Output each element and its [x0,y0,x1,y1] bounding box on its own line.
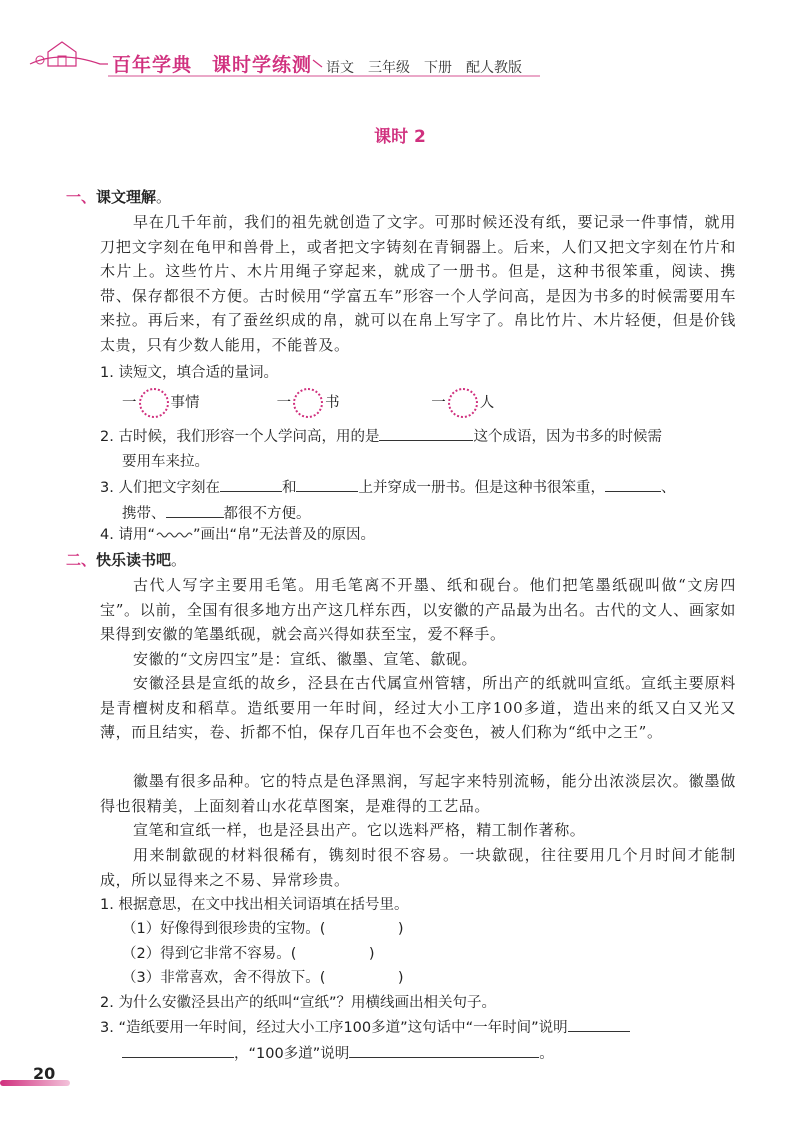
section-1-title: 课文理解 [96,188,157,206]
q3-text-c: 。 [539,1046,554,1062]
measure-item [122,388,272,418]
q3-text-f: 都很不方便。 [223,506,311,522]
section-2-title: 快乐读书吧 [96,551,172,569]
measure-prefix: 一 [431,395,446,411]
section-2-paragraph: 古代人写字主要用毛笔。用毛笔离不开墨、纸和砚台。他们把笔墨纸砚叫做“文房四宝”。以前，全国有很多地方出产这几样东西，以安徽的产品最为出名。古代的文人、画家如果得到安徽的笔墨纸砚，就会高兴得如获至宝，爱不释手。 [100,576,736,644]
measure-item [277,388,427,418]
answer-circle[interactable] [448,388,478,418]
section-1-dot: 。 [156,188,172,206]
s1-question-1-items [122,388,762,418]
q2-text-a: 2. 古时候，我们形容一个人学问高，用的是 [100,429,380,445]
s1-question-3 [100,475,740,527]
answer-circle[interactable] [293,388,323,418]
answer-blank[interactable] [122,1041,234,1058]
section-2-paragraph: 用来制歙砚的材料很稀有，镌刻时很不容易。一块歙砚，往往要用几个月时间才能制成，所以显得来之不易、异常珍贵。 [100,846,736,889]
section-1-heading [66,186,171,207]
q3-text-a: 3. 人们把文字刻在 [100,480,220,496]
measure-prefix: 一 [122,395,137,411]
section-1-number: 一、 [66,188,97,206]
answer-blank[interactable] [349,1041,539,1058]
answer-blank[interactable] [605,475,661,492]
s1-question-1: 1. 读短文，填合适的量词。 [100,365,278,381]
q4-text-b: ”画出“帛”无法普及的原因。 [192,527,376,543]
q3-text-b: ，“100多道”说明 [234,1046,350,1062]
s2-question-1-item[interactable]: （2）得到它非常不容易。( ) [122,946,375,962]
section-2-paragraph: 安徽的“文房四宝”是：宣纸、徽墨、宣笔、歙砚。 [133,650,478,668]
section-2-number: 二、 [66,551,97,569]
brand-title: 百年学典 课时学练测 [112,54,313,76]
answer-blank[interactable] [568,1015,630,1032]
page-number: 20 [33,1064,56,1083]
answer-circle[interactable] [139,388,169,418]
answer-blank[interactable] [379,424,473,441]
s2-question-1-item[interactable]: （3）非常喜欢，舍不得放下。( ) [122,970,404,986]
s1-question-4 [100,523,740,548]
q3-text-b: 和 [281,480,297,496]
section-2-paragraph: 安徽泾县是宣纸的故乡，泾县在古代属宣州管辖，所出产的纸就叫宣纸。宣纸主要原料是青檀树皮和稻草。造纸要用一年时间，经过大小工序100多道，造出来的纸又白又光又薄，而且结实，卷、折都不怕，保存几百年也不会变色，被人们称为“纸中之王”。 [100,674,736,742]
q3-text-e: 携带、 [122,506,166,522]
s2-question-1: 1. 根据意思，在文中找出相关词语填在括号里。 [100,897,409,913]
section-2-paragraph: 徽墨有很多品种。它的特点是色泽黑润，写起字来特别流畅，能分出浓淡层次。徽墨做得也很精美，上面刻着山水花草图案，是难得的工艺品。 [100,772,736,815]
s2-question-3 [100,1015,740,1067]
measure-word: 书 [325,395,340,411]
measure-word: 事情 [170,395,200,411]
measure-prefix: 一 [276,395,292,411]
s2-question-1-item[interactable]: （1）好像得到很珍贵的宝物。( ) [122,921,404,937]
q4-text-a: 4. 请用“ [100,527,155,543]
measure-item [431,388,581,418]
q2-text-b: 这个成语，因为书多的时候需 [473,429,662,445]
measure-word: 人 [479,395,495,411]
q3-text-d: 、 [660,480,676,496]
answer-blank[interactable] [166,501,224,518]
section-2-dot: 。 [171,551,187,569]
q2-text-c: 要用车来拉。 [122,454,209,470]
answer-blank[interactable] [296,475,358,492]
s1-question-2 [100,424,740,475]
s2-question-2: 2. 为什么安徽泾县出产的纸叫“宣纸”？用横线画出相关句子。 [100,995,496,1011]
subject-info: 语文 三年级 下册 配人教版 [326,60,522,76]
q3-text-a: 3. “造纸要用一年时间，经过大小工序100多道”这句话中“一年时间”说明 [100,1020,568,1036]
section-2-paragraph: 宣笔和宣纸一样，也是泾县出产。它以选料严格，精工制作著称。 [133,821,586,839]
section-2-heading [66,549,186,570]
wavy-line-icon [155,525,193,539]
section-1-passage: 早在几千年前，我们的祖先就创造了文字。可那时候还没有纸，要记录一件事情，就用刀把文字刻在龟甲和兽骨上，或者把文字铸刻在青铜器上。后来，人们又把文字刻在竹片和木片上。这些竹片、木片用绳子穿起来，就成了一册书。但是，这种书很笨重，阅读、携带、保存都很不方便。古时候用“学富五车”形容一个人学问高，是因为书多的时候需要用车来拉。再后来，有了蚕丝织成的帛，就可以在帛上写字了。帛比竹片、木片轻便，但是价钱太贵，只有少数人能用，不能普及。 [100,213,736,354]
page-header [0,0,800,90]
answer-blank[interactable] [220,475,282,492]
q3-text-c: 上并穿成一册书。但是这种书很笨重， [358,480,605,496]
page-number-decoration [0,1076,120,1096]
lesson-title: 课时 2 [374,127,426,147]
